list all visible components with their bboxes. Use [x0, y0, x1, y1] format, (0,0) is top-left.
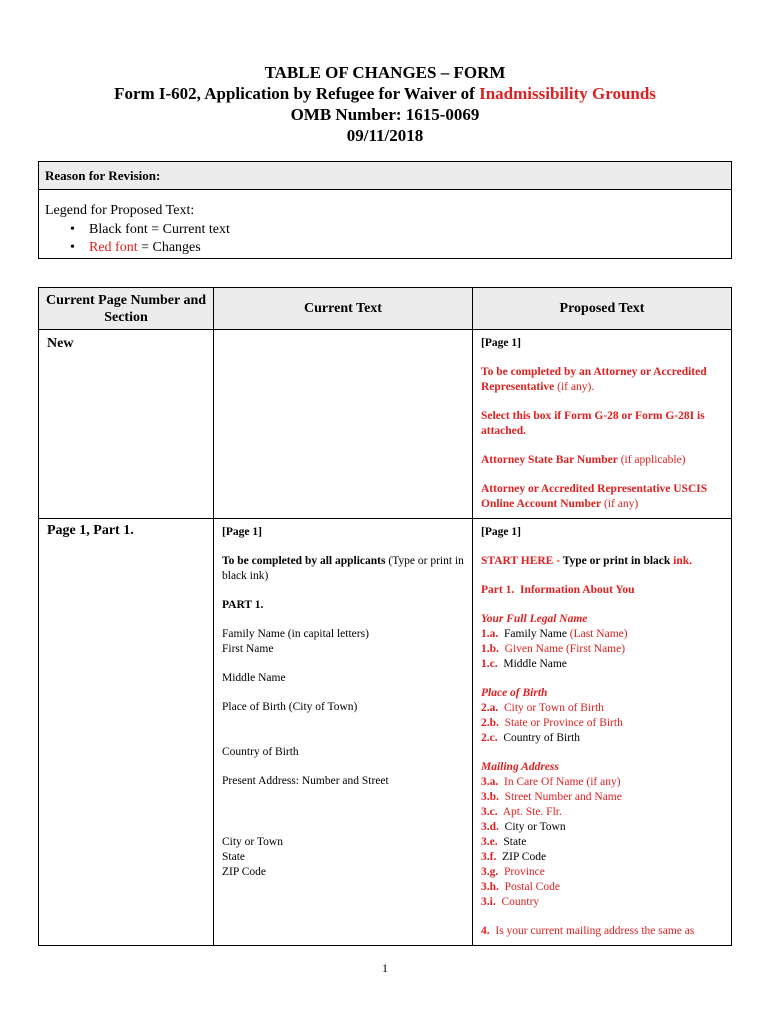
part-heading: Part 1. Information About You [481, 584, 635, 596]
page-number: 1 [382, 961, 388, 975]
page-marker: [Page 1] [222, 526, 262, 538]
column-header-proposed: Proposed Text [473, 288, 732, 330]
changes-table [38, 287, 732, 946]
page-marker: [Page 1] [481, 526, 521, 538]
country-of-birth-field: Country of Birth [222, 746, 299, 758]
place-of-birth-field: Place of Birth (City of Town) [222, 701, 358, 713]
bullet-icon: • [70, 240, 75, 255]
part-label: PART 1. [222, 599, 264, 611]
mailing-address-group: Mailing Address 3.a. In Care Of Name (if any) 3.b. Street Number and Name 3.c. Apt. Ste. Flr. 3.d. City or Town 3.e. State 3.f. ZIP Code 3.g. Province 3.h. Postal Code 3.i. Country [481, 761, 622, 908]
title-line: TABLE OF CHANGES – FORM [264, 63, 506, 82]
legend-list [45, 221, 230, 258]
reason-for-revision-box [38, 161, 732, 259]
document-header [0, 62, 770, 146]
legend-item-black-text: Black font = Current text [89, 221, 230, 237]
g28-checkbox-text: Select this box if Form G-28 or Form G-28I is attached. [481, 410, 705, 437]
address-field: Present Address: Number and Street [222, 775, 389, 787]
proposed-text-cell [473, 330, 732, 519]
bullet-icon: • [70, 221, 75, 237]
legend-item-red [45, 239, 230, 258]
omb-number: OMB Number: 1615-0069 [290, 105, 480, 124]
legend-red-label: Red font [89, 240, 138, 255]
city-state-zip-fields: City or Town State ZIP Code [222, 836, 283, 878]
table-header-row [39, 288, 732, 330]
current-text-cell [214, 519, 473, 946]
legal-name-group: Your Full Legal Name 1.a. Family Name (Last Name) 1.b. Given Name (First Name) 1.c. Middle Name [481, 613, 628, 670]
start-here-text: START HERE - Type or print in black ink. [481, 555, 693, 567]
bar-number-text: Attorney State Bar Number (if applicable) [481, 454, 686, 466]
table-row [39, 330, 732, 519]
column-header-current: Current Text [214, 288, 473, 330]
name-fields: Family Name (in capital letters) First Name [222, 628, 369, 655]
middle-name-field: Middle Name [222, 672, 286, 684]
proposed-text-cell [473, 519, 732, 946]
document-date: 09/11/2018 [346, 126, 424, 145]
section-cell: Page 1, Part 1. [39, 519, 214, 946]
legend [45, 202, 230, 258]
page-marker: [Page 1] [481, 337, 521, 349]
legend-title: Legend for Proposed Text: [45, 203, 195, 218]
attorney-heading: To be completed by an Attorney or Accredited Representative (if any). [481, 366, 707, 393]
instruction-text: To be completed by all applicants (Type or print in black ink) [222, 555, 464, 582]
form-title-text: Form I-602, Application by Refugee for Waiver of [114, 84, 480, 103]
form-title-line [0, 83, 770, 104]
section-cell: New [39, 330, 214, 519]
form-title-change: Inadmissibility Grounds [479, 84, 656, 103]
uscis-account-text: Attorney or Accredited Representative USCIS Online Account Number (if any) [481, 483, 708, 510]
legend-red-rest: = Changes [137, 240, 201, 255]
place-of-birth-group: Place of Birth 2.a. City or Town of Birth 2.b. State or Province of Birth 2.c. Country of Birth [481, 687, 623, 744]
reason-title: Reason for Revision: [39, 162, 731, 190]
legend-item-black [45, 221, 230, 240]
table-row [39, 519, 732, 946]
current-text-cell [214, 330, 473, 519]
mailing-same-question: 4. Is your current mailing address the same as [481, 925, 695, 937]
column-header-section: Current Page Number and Section [39, 288, 214, 330]
